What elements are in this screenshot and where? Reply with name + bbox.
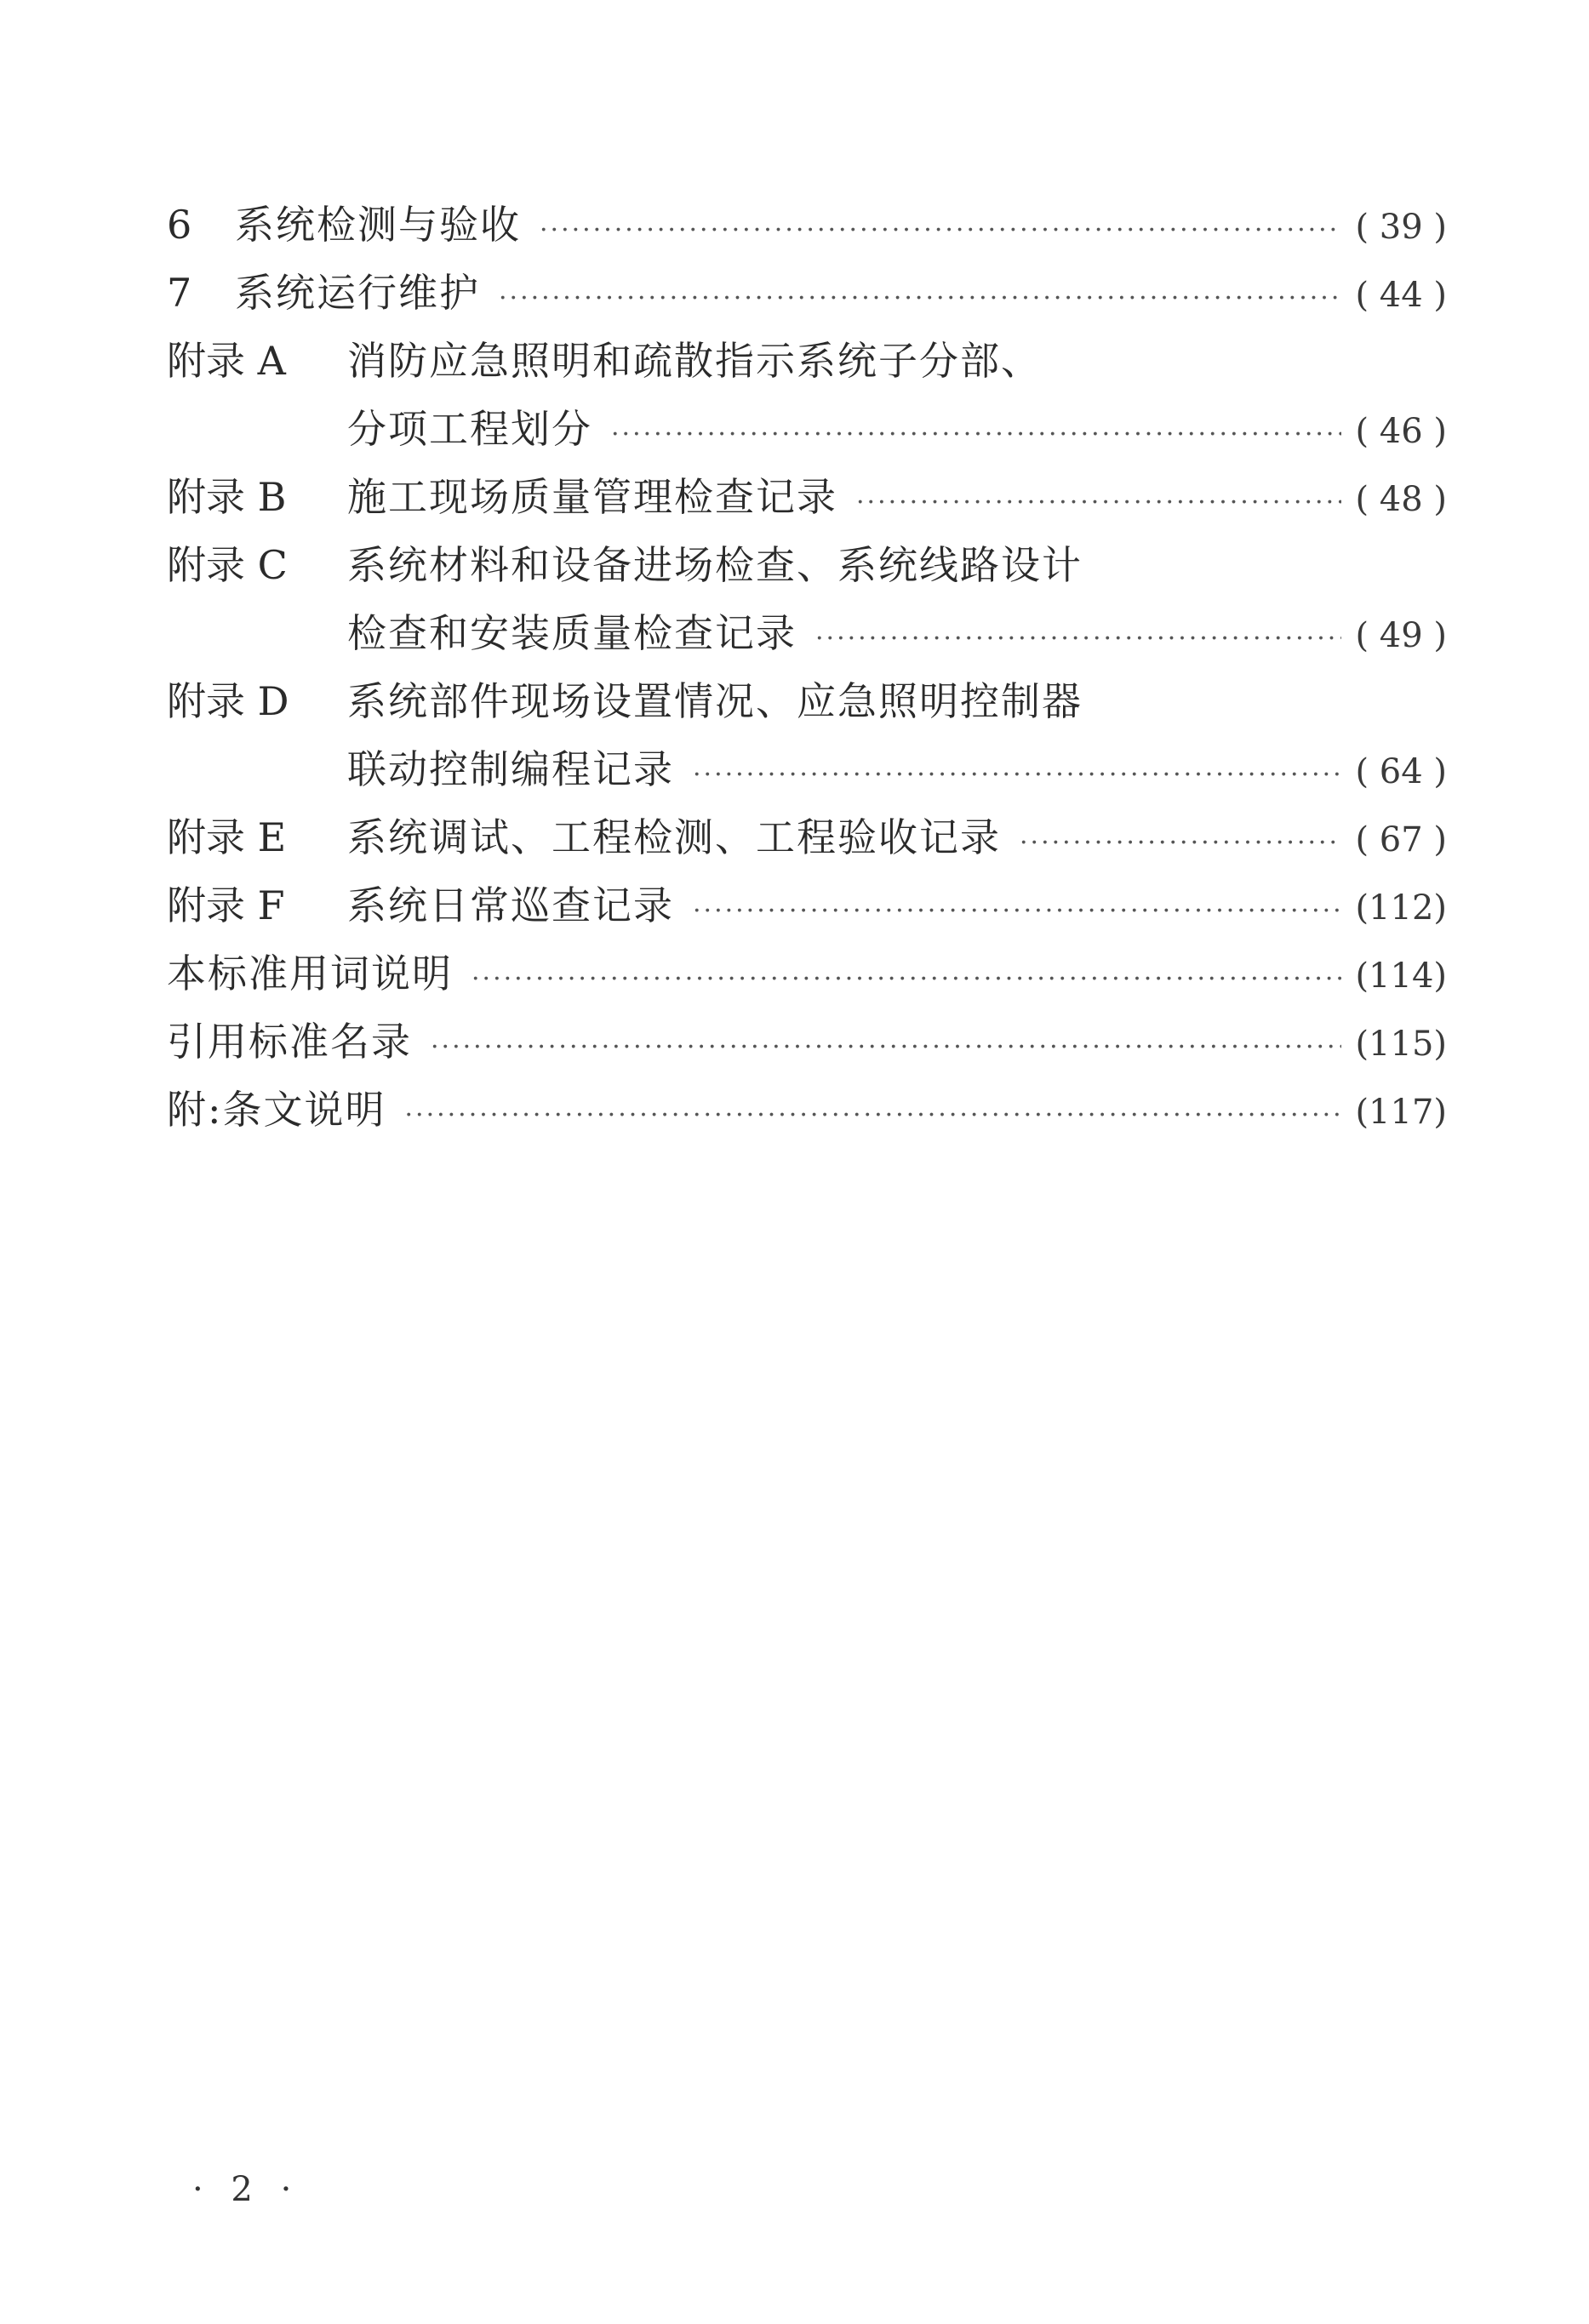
toc-entry-chapter-6[interactable]	[167, 191, 1447, 259]
table-of-contents	[167, 191, 1447, 1144]
toc-entry-title: 附:条文说明	[167, 1087, 386, 1133]
toc-entry-title: 检查和安装质量检查记录	[347, 610, 797, 656]
toc-entry-appendix-e[interactable]	[167, 803, 1447, 871]
toc-entry-title: 分项工程划分	[347, 406, 592, 452]
toc-entry-page: ( 48 )	[1355, 480, 1447, 519]
toc-entry-appendix-d[interactable]	[167, 667, 1447, 735]
dot-leader	[540, 197, 1341, 265]
toc-entry-page: (114)	[1355, 956, 1447, 996]
toc-entry-title: 系统部件现场设置情况、应急照明控制器	[347, 678, 1083, 724]
toc-entry-title: 联动控制编程记录	[347, 746, 674, 792]
dot-leader	[815, 605, 1341, 673]
toc-entry-appendix-b[interactable]	[167, 463, 1447, 531]
toc-entry-number: 6	[167, 202, 192, 248]
toc-entry-appendix-a[interactable]	[167, 327, 1447, 395]
toc-entry-referenced-standards[interactable]	[167, 1008, 1447, 1076]
toc-entry-number: 附录 C	[167, 542, 288, 588]
toc-entry-number: 附录 D	[167, 678, 289, 724]
toc-entry-appendix-d-continued[interactable]	[167, 735, 1447, 803]
toc-entry-chapter-7[interactable]	[167, 259, 1447, 327]
toc-entry-appendix-c-continued[interactable]	[167, 599, 1447, 667]
toc-entry-title: 系统调试、工程检测、工程验收记录	[347, 814, 1001, 860]
toc-entry-clause-explanation[interactable]	[167, 1076, 1447, 1144]
toc-entry-title: 系统检测与验收	[235, 202, 521, 248]
toc-entry-page: ( 67 )	[1355, 820, 1447, 859]
dot-leader	[405, 1082, 1342, 1150]
toc-entry-number: 附录 B	[167, 474, 287, 520]
toc-entry-title: 消防应急照明和疏散指示系统子分部、	[347, 338, 1042, 384]
dot-leader	[856, 469, 1341, 537]
toc-entry-page: (117)	[1355, 1093, 1447, 1132]
toc-entry-title: 系统材料和设备进场检查、系统线路设计	[347, 542, 1083, 588]
toc-entry-title: 本标准用词说明	[167, 951, 453, 996]
toc-entry-page: ( 44 )	[1355, 276, 1447, 315]
toc-entry-title: 施工现场质量管理检查记录	[347, 474, 837, 520]
dot-leader	[693, 877, 1341, 945]
toc-entry-number: 附录 F	[167, 882, 285, 928]
toc-entry-number: 7	[167, 270, 192, 316]
dot-leader	[693, 741, 1341, 809]
toc-entry-page: ( 46 )	[1355, 412, 1447, 451]
toc-entry-title: 引用标准名录	[167, 1019, 412, 1065]
dot-leader	[1020, 809, 1341, 877]
toc-entry-title: 系统日常巡查记录	[347, 882, 674, 928]
dot-leader	[431, 1014, 1341, 1082]
toc-entry-appendix-f[interactable]	[167, 871, 1447, 939]
toc-entry-page: ( 39 )	[1355, 208, 1447, 247]
toc-entry-wording-explanation[interactable]	[167, 939, 1447, 1008]
dot-leader	[611, 401, 1341, 469]
toc-entry-number: 附录 A	[167, 338, 286, 384]
toc-entry-title: 系统运行维护	[235, 270, 480, 316]
toc-entry-page: (115)	[1355, 1025, 1447, 1064]
toc-entry-appendix-c[interactable]	[167, 531, 1447, 599]
dot-leader	[499, 265, 1341, 333]
toc-entry-page: ( 49 )	[1355, 616, 1447, 655]
toc-entry-page: ( 64 )	[1355, 752, 1447, 791]
page-number: · 2 ·	[192, 2170, 300, 2209]
dot-leader	[472, 945, 1341, 1014]
toc-entry-number: 附录 E	[167, 814, 287, 860]
toc-entry-page: (112)	[1355, 888, 1447, 928]
toc-entry-appendix-a-continued[interactable]	[167, 395, 1447, 463]
